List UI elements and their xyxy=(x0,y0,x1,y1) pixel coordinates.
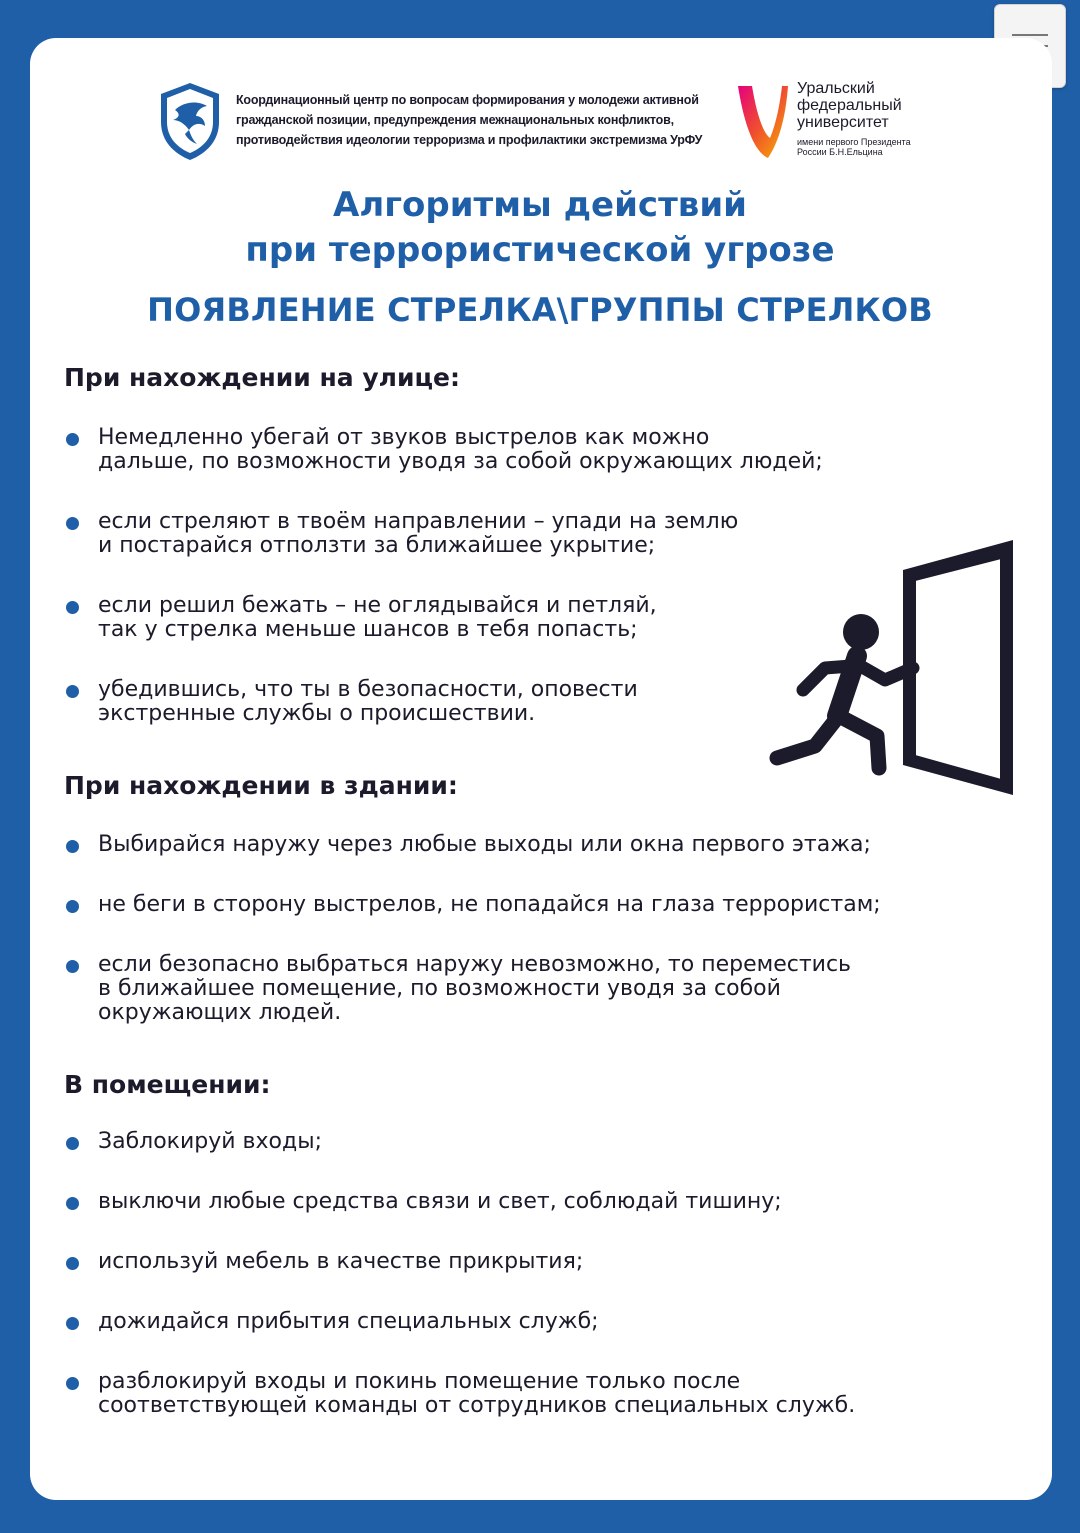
title-line-1: Алгоритмы действий xyxy=(333,185,747,225)
university-name xyxy=(797,80,937,131)
list-item-line: не беги в сторону выстрелов, не попадайся на глаза террористам; xyxy=(98,892,881,917)
org-line: Координационный центр по вопросам формирования у молодежи активной xyxy=(236,93,699,107)
list-item-line: убедившись, что ты в безопасности, оповести xyxy=(98,677,638,702)
list-item xyxy=(64,833,871,857)
list-item xyxy=(64,953,851,1025)
title-line-2: при террористической угрозе xyxy=(245,230,835,270)
university-subtitle-line: имени первого Президента xyxy=(797,137,911,147)
list-item-line: дальше, по возможности уводя за собой окружающих людей; xyxy=(98,449,823,474)
list-item xyxy=(64,594,657,642)
org-line: противодействия идеологии терроризма и профилактики экстремизма УрФУ xyxy=(236,133,703,147)
hamburger-menu-icon-bar xyxy=(1012,34,1048,36)
coordination-center-name xyxy=(236,90,736,150)
list-item xyxy=(64,1190,782,1214)
urfu-logo-icon xyxy=(732,80,792,162)
list-item xyxy=(64,1250,583,1274)
list-item-line: Заблокируй входы; xyxy=(98,1129,322,1154)
list-item xyxy=(64,893,881,917)
list-item-line: если безопасно выбраться наружу невозможно, то переместись xyxy=(98,952,852,977)
list-item xyxy=(64,1310,599,1334)
section-heading-street: При нахождении на улице: xyxy=(64,363,460,392)
list-item xyxy=(64,1370,855,1418)
university-subtitle-line: России Б.Н.Ельцина xyxy=(797,147,883,157)
list-item-line: и постарайся отползти за ближайшее укрытие; xyxy=(98,533,656,558)
list-item-line: дожидайся прибытия специальных служб; xyxy=(98,1309,599,1334)
list-item-line: окружающих людей. xyxy=(98,1000,342,1025)
list-item-line: соответствующей команды от сотрудников специальных служб. xyxy=(98,1393,856,1418)
list-item-line: разблокируй входы и покинь помещение только после xyxy=(98,1369,741,1394)
section-heading-room: В помещении: xyxy=(64,1070,271,1099)
list-item-line: выключи любые средства связи и свет, соблюдай тишину; xyxy=(98,1189,782,1214)
running-person-exit-door-icon xyxy=(765,540,1015,800)
list-item xyxy=(64,510,738,558)
list-item-line: если решил бежать – не оглядывайся и петляй, xyxy=(98,593,657,618)
list-item-line: если стреляют в твоём направлении – упади на землю xyxy=(98,509,739,534)
list-item-line: Выбирайся наружу через любые выходы или окна первого этажа; xyxy=(98,832,871,857)
university-name-line: федеральный xyxy=(797,97,902,114)
list-item-line: экстренные службы о происшествии. xyxy=(98,701,536,726)
university-name-line: университет xyxy=(797,114,889,131)
list-item xyxy=(64,1130,322,1154)
shield-bird-logo-icon xyxy=(155,80,225,162)
university-name-line: Уральский xyxy=(797,80,875,97)
list-item-line: в ближайшее помещение, по возможности уводя за собой xyxy=(98,976,781,1001)
list-item-line: используй мебель в качестве прикрытия; xyxy=(98,1249,584,1274)
list-item-line: так у стрелка меньше шансов в тебя попасть; xyxy=(98,617,638,642)
list-item-line: Немедленно убегай от звуков выстрелов как можно xyxy=(98,425,710,450)
list-item xyxy=(64,678,638,726)
list-item xyxy=(64,426,823,474)
title-line-3: ПОЯВЛЕНИЕ СТРЕЛКА\ГРУППЫ СТРЕЛКОВ xyxy=(147,291,933,329)
section-heading-building: При нахождении в здании: xyxy=(64,771,458,800)
org-line: гражданской позиции, предупреждения межнациональных конфликтов, xyxy=(236,113,674,127)
university-subtitle xyxy=(797,137,937,157)
